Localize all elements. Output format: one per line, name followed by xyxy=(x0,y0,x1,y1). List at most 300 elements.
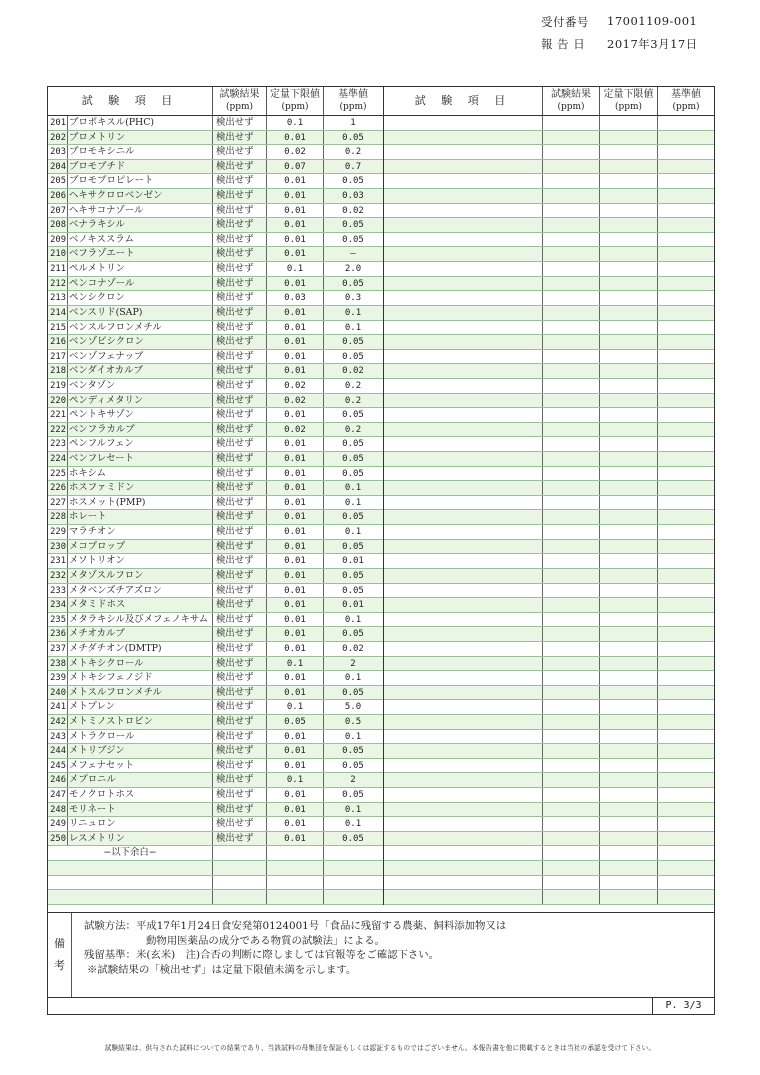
standard-cell: 0.05 xyxy=(342,351,364,362)
header-standard-right: 基準値 (ppm) xyxy=(671,89,701,112)
item-name: リニュロン xyxy=(69,818,116,830)
reception-number-label: 受付番号 xyxy=(541,15,589,29)
standard-cell: 0.05 xyxy=(342,570,364,581)
item-name: ホレート xyxy=(69,511,107,523)
item-cell xyxy=(48,569,213,583)
item-name: ペンシクロン xyxy=(69,292,125,304)
standard-cell: 1 xyxy=(350,118,356,128)
standard-cell: 0.05 xyxy=(342,234,364,245)
loq-cell: 0.01 xyxy=(267,233,324,247)
report-date-header xyxy=(541,36,698,52)
result-cell: 検出せず xyxy=(213,510,267,524)
standard-cell: 0.05 xyxy=(342,585,364,596)
item-number: 243 xyxy=(48,730,68,744)
table-row xyxy=(48,247,383,262)
empty-row xyxy=(384,496,714,511)
loq-cell: 0.01 xyxy=(267,218,324,232)
loq-cell: 0.1 xyxy=(267,700,324,714)
table-row xyxy=(48,803,383,818)
page-number: P. 3/3 xyxy=(652,998,714,1014)
result-cell: 検出せず xyxy=(213,759,267,773)
empty-row xyxy=(384,803,714,818)
item-name: レスメトリン xyxy=(69,832,125,844)
table-row xyxy=(48,350,383,365)
standard-cell: 0.01 xyxy=(342,556,364,567)
table-row xyxy=(48,554,383,569)
item-name: ベノキススラム xyxy=(69,233,134,245)
item-cell xyxy=(48,730,213,744)
table-row xyxy=(48,584,383,599)
standard-cell: 0.05 xyxy=(342,220,364,231)
item-cell xyxy=(48,510,213,524)
loq-cell: 0.02 xyxy=(267,145,324,159)
table-row xyxy=(48,437,383,452)
right-results-table xyxy=(384,87,714,905)
trailer-row xyxy=(48,846,383,861)
loq-cell: 0.01 xyxy=(267,642,324,656)
standard-cell: 0.1 xyxy=(344,673,362,684)
empty-row xyxy=(384,116,714,131)
table-row xyxy=(48,540,383,555)
result-cell: 検出せず xyxy=(213,467,267,481)
item-number: 202 xyxy=(48,131,68,145)
header-standard: 基準値 (ppm) xyxy=(338,89,368,112)
loq-cell: 0.01 xyxy=(267,525,324,539)
loq-cell: 0.01 xyxy=(267,613,324,627)
table-row xyxy=(48,686,383,701)
empty-row xyxy=(384,773,714,788)
empty-row xyxy=(384,569,714,584)
item-number: 210 xyxy=(48,247,68,261)
table-row xyxy=(48,700,383,715)
loq-cell: 0.01 xyxy=(267,496,324,510)
item-cell xyxy=(48,613,213,627)
loq-cell: 0.01 xyxy=(267,744,324,758)
item-cell xyxy=(48,788,213,802)
result-cell: 検出せず xyxy=(213,554,267,568)
item-number: 204 xyxy=(48,160,68,174)
empty-row xyxy=(384,321,714,336)
table-row xyxy=(48,423,383,438)
item-cell xyxy=(48,408,213,422)
empty-row xyxy=(384,715,714,730)
item-cell xyxy=(48,160,213,174)
result-cell: 検出せず xyxy=(213,116,267,130)
item-cell xyxy=(48,379,213,393)
loq-cell: 0.02 xyxy=(267,423,324,437)
standard-cell: 0.05 xyxy=(342,746,364,757)
item-cell xyxy=(48,846,213,860)
item-number: 246 xyxy=(48,773,68,787)
loq-cell: 0.01 xyxy=(267,321,324,335)
loq-cell: 0.02 xyxy=(267,394,324,408)
standard-cell: 0.05 xyxy=(342,337,364,348)
item-name: メトキシフェノジド xyxy=(69,672,153,684)
result-cell: 検出せず xyxy=(213,481,267,495)
header-result-right: 試験結果 (ppm) xyxy=(543,87,600,115)
standard-cell: 0.3 xyxy=(344,293,362,304)
empty-row xyxy=(384,657,714,672)
item-name: メチダチオン(DMTP) xyxy=(69,642,162,654)
item-cell xyxy=(48,218,213,232)
item-cell xyxy=(48,584,213,598)
empty-row xyxy=(384,291,714,306)
loq-cell: 0.01 xyxy=(267,350,324,364)
empty-row xyxy=(384,686,714,701)
item-cell xyxy=(48,832,213,846)
item-number: 209 xyxy=(48,233,68,247)
item-name: ペンディメタリン xyxy=(69,394,144,406)
disclaimer-footer: 試験結果は、供与された試料についての結果であり、当該試料の母集団を保証もしくは認証するものではございません。本報告書を他に掲載するときは当社の承認を受けて下さい。 xyxy=(104,1044,656,1052)
result-cell: 検出せず xyxy=(213,730,267,744)
remarks-label: 備 考 xyxy=(48,913,72,997)
item-name: ブロモブチド xyxy=(69,160,126,172)
empty-row xyxy=(384,554,714,569)
empty-row xyxy=(384,467,714,482)
item-name: メトリブジン xyxy=(69,745,125,757)
result-cell: 検出せず xyxy=(213,408,267,422)
item-name: モノクロトホス xyxy=(69,789,135,801)
result-cell: 検出せず xyxy=(213,598,267,612)
item-cell xyxy=(48,744,213,758)
standard-cell: 0.05 xyxy=(342,541,364,552)
result-cell: 検出せず xyxy=(213,627,267,641)
table-row xyxy=(48,306,383,321)
result-cell: 検出せず xyxy=(213,540,267,554)
loq-cell: 0.01 xyxy=(267,832,324,846)
item-name: ベンゾフェナップ xyxy=(69,350,144,362)
empty-row xyxy=(384,262,714,277)
item-name: ホキシム xyxy=(69,467,107,479)
table-row xyxy=(48,627,383,642)
empty-row xyxy=(384,131,714,146)
item-number: 228 xyxy=(48,510,68,524)
item-number: 217 xyxy=(48,350,68,364)
table-row xyxy=(48,379,383,394)
item-number: 250 xyxy=(48,832,68,846)
item-cell xyxy=(48,247,213,261)
result-cell: 検出せず xyxy=(213,218,267,232)
loq-cell: 0.1 xyxy=(267,773,324,787)
loq-cell: 0.01 xyxy=(267,467,324,481)
loq-cell: 0.01 xyxy=(267,540,324,554)
item-number: 249 xyxy=(48,817,68,831)
item-cell xyxy=(48,116,213,130)
item-cell xyxy=(48,145,213,159)
empty-row xyxy=(384,744,714,759)
empty-row xyxy=(48,861,383,876)
loq-cell: 0.01 xyxy=(267,788,324,802)
table-row xyxy=(48,160,383,175)
item-cell xyxy=(48,350,213,364)
no-more-entries: −以下余白− xyxy=(103,847,157,859)
loq-cell: 0.01 xyxy=(267,759,324,773)
loq-cell: 0.01 xyxy=(267,306,324,320)
standard-cell: — xyxy=(350,249,356,260)
item-name: ホスメット(PMP) xyxy=(69,496,146,508)
table-row xyxy=(48,467,383,482)
standard-cell: 0.05 xyxy=(342,760,364,771)
empty-row xyxy=(384,613,714,628)
item-number: 238 xyxy=(48,657,68,671)
empty-row xyxy=(384,642,714,657)
result-cell: 検出せず xyxy=(213,686,267,700)
standard-cell: 0.02 xyxy=(342,205,364,216)
result-cell: 検出せず xyxy=(213,321,267,335)
item-number: 222 xyxy=(48,423,68,437)
standard-cell: 0.05 xyxy=(342,132,364,143)
item-cell xyxy=(48,700,213,714)
item-cell xyxy=(48,321,213,335)
header-loq-right: 定量下限値 (ppm) xyxy=(600,87,658,115)
right-table-header xyxy=(384,87,714,116)
item-name: ベンスリド(SAP) xyxy=(69,306,143,318)
standard-cell: 0.01 xyxy=(342,600,364,611)
empty-row xyxy=(384,394,714,409)
item-name: ペンフルフェン xyxy=(69,438,134,450)
empty-row xyxy=(384,160,714,175)
result-cell: 検出せず xyxy=(213,569,267,583)
item-number: 223 xyxy=(48,437,68,451)
empty-row xyxy=(384,145,714,160)
item-name: メトキシクロール xyxy=(69,657,144,669)
item-cell xyxy=(48,335,213,349)
table-row xyxy=(48,510,383,525)
item-cell xyxy=(48,233,213,247)
item-number: 206 xyxy=(48,189,68,203)
item-name: メチオカルブ xyxy=(69,628,125,640)
item-number: 234 xyxy=(48,598,68,612)
loq-cell: 0.01 xyxy=(267,335,324,349)
result-cell: 検出せず xyxy=(213,131,267,145)
item-number: 237 xyxy=(48,642,68,656)
table-row xyxy=(48,204,383,219)
table-row xyxy=(48,321,383,336)
empty-row xyxy=(384,379,714,394)
report-frame xyxy=(47,86,715,1015)
standard-cell: 0.05 xyxy=(342,278,364,289)
item-name: メトプレン xyxy=(69,701,115,713)
standard-cell: 0.05 xyxy=(342,790,364,801)
standard-cell: 2 xyxy=(350,775,356,786)
item-cell xyxy=(48,554,213,568)
standard-cell: 0.05 xyxy=(342,629,364,640)
item-number: 231 xyxy=(48,554,68,568)
item-cell xyxy=(48,189,213,203)
item-number: 205 xyxy=(48,174,68,188)
item-number: 201 xyxy=(48,116,68,130)
item-cell xyxy=(48,174,213,188)
empty-row xyxy=(384,174,714,189)
loq-cell: 0.01 xyxy=(267,510,324,524)
loq-cell: 0.1 xyxy=(267,262,324,276)
item-number: 227 xyxy=(48,496,68,510)
standard-cell: 2.0 xyxy=(344,264,362,275)
item-name: メタラキシル及びメフェノキサム xyxy=(69,613,209,625)
item-name: ブロメトリン xyxy=(69,131,126,143)
item-number: 224 xyxy=(48,452,68,466)
table-row xyxy=(48,773,383,788)
result-cell: 検出せず xyxy=(213,437,267,451)
item-cell xyxy=(48,423,213,437)
item-number: 233 xyxy=(48,584,68,598)
standard-cell: 0.1 xyxy=(344,527,362,538)
item-name: ペルメトリン xyxy=(69,263,125,275)
result-cell: 検出せず xyxy=(213,613,267,627)
left-table-header xyxy=(48,87,383,116)
item-number: 239 xyxy=(48,671,68,685)
loq-cell: 0.01 xyxy=(267,247,324,261)
standard-cell: 0.1 xyxy=(344,322,362,333)
standard-cell: 0.2 xyxy=(344,395,362,406)
item-cell xyxy=(48,598,213,612)
loq-cell: 0.01 xyxy=(267,452,324,466)
item-cell xyxy=(48,525,213,539)
table-row xyxy=(48,569,383,584)
table-row xyxy=(48,744,383,759)
item-name: メコプロップ xyxy=(69,540,126,552)
table-row xyxy=(48,730,383,745)
table-row xyxy=(48,174,383,189)
table-row xyxy=(48,335,383,350)
test-method-line-2: 動物用医薬品の成分である物質の試験法」による。 xyxy=(146,934,385,947)
item-name: ベンスルフロンメチル xyxy=(69,321,162,333)
standard-cell: 0.1 xyxy=(344,819,362,830)
item-cell xyxy=(48,817,213,831)
table-row xyxy=(48,613,383,628)
standard-cell: 0.03 xyxy=(342,191,364,202)
table-row xyxy=(48,817,383,832)
table-row xyxy=(48,715,383,730)
empty-row xyxy=(384,452,714,467)
table-row xyxy=(48,116,383,131)
table-row xyxy=(48,145,383,160)
table-row xyxy=(48,233,383,248)
item-number: 220 xyxy=(48,394,68,408)
item-number: 244 xyxy=(48,744,68,758)
result-cell: 検出せず xyxy=(213,174,267,188)
page-number-row xyxy=(48,997,714,1014)
item-number: 221 xyxy=(48,408,68,422)
item-number: 226 xyxy=(48,481,68,495)
item-name: メトスルフロンメチル xyxy=(69,686,162,698)
report-date-label: 報 告 日 xyxy=(541,37,586,51)
item-name: ヘキサクロロベンゼン xyxy=(69,190,163,202)
header-result: 試験結果 (ppm) xyxy=(213,87,267,115)
empty-row xyxy=(384,817,714,832)
item-name: メプロニル xyxy=(69,774,116,786)
standard-cell: 0.05 xyxy=(342,687,364,698)
loq-cell: 0.01 xyxy=(267,730,324,744)
standard-cell: 0.05 xyxy=(342,512,364,523)
empty-row xyxy=(384,846,714,861)
item-cell xyxy=(48,131,213,145)
result-cell: 検出せず xyxy=(213,335,267,349)
result-cell: 検出せず xyxy=(213,189,267,203)
item-cell xyxy=(48,452,213,466)
empty-row xyxy=(384,540,714,555)
reception-number-value: 17001109-001 xyxy=(607,14,698,28)
table-row xyxy=(48,657,383,672)
table-row xyxy=(48,832,383,847)
loq-cell: 0.01 xyxy=(267,437,324,451)
item-cell xyxy=(48,657,213,671)
result-cell: 検出せず xyxy=(213,452,267,466)
item-cell xyxy=(48,759,213,773)
item-number: 215 xyxy=(48,321,68,335)
result-cell: 検出せず xyxy=(213,773,267,787)
item-name: マラチオン xyxy=(69,526,116,538)
item-name: メトミノストロビン xyxy=(69,715,154,727)
item-cell xyxy=(48,715,213,729)
standard-cell: 0.1 xyxy=(344,804,362,815)
table-row xyxy=(48,291,383,306)
standard-cell: 0.2 xyxy=(344,424,362,435)
item-name: ベフラゾエート xyxy=(69,248,135,260)
loq-cell: 0.01 xyxy=(267,189,324,203)
empty-row xyxy=(384,247,714,262)
standard-cell: 0.02 xyxy=(342,643,364,654)
remarks-body xyxy=(72,913,506,997)
loq-cell: 0.01 xyxy=(267,174,324,188)
item-number: 219 xyxy=(48,379,68,393)
empty-row xyxy=(384,277,714,292)
standard-cell: 5.0 xyxy=(344,702,362,713)
standard-cell: 0.2 xyxy=(344,147,362,158)
item-number: 245 xyxy=(48,759,68,773)
item-name: ベンダイオカルブ xyxy=(69,365,143,377)
item-name: ブロポキスル(PHC) xyxy=(69,117,155,128)
item-number: 216 xyxy=(48,335,68,349)
standard-cell: 0.05 xyxy=(342,454,364,465)
loq-cell: 0.01 xyxy=(267,277,324,291)
item-cell xyxy=(48,291,213,305)
item-number: 240 xyxy=(48,686,68,700)
table-row xyxy=(48,408,383,423)
item-cell xyxy=(48,277,213,291)
report-header xyxy=(541,14,697,30)
table-row xyxy=(48,598,383,613)
table-row xyxy=(48,642,383,657)
table-row xyxy=(48,481,383,496)
empty-row xyxy=(384,525,714,540)
standard-cell: 0.05 xyxy=(342,176,364,187)
result-cell: 検出せず xyxy=(213,803,267,817)
result-cell: 検出せず xyxy=(213,423,267,437)
item-number: 236 xyxy=(48,627,68,641)
item-name: メタミドホス xyxy=(69,599,126,611)
empty-row xyxy=(384,204,714,219)
standard-cell: 0.2 xyxy=(344,380,362,391)
header-test-item-right: 試 験 項 目 xyxy=(384,87,543,115)
empty-row xyxy=(384,233,714,248)
result-cell: 検出せず xyxy=(213,204,267,218)
item-number: 212 xyxy=(48,277,68,291)
item-name: ブロモプロピレート xyxy=(69,175,154,187)
item-name: メトラクロール xyxy=(69,730,135,742)
result-cell: 検出せず xyxy=(213,306,267,320)
loq-cell: 0.01 xyxy=(267,554,324,568)
standard-cell: 0.02 xyxy=(342,366,364,377)
table-row xyxy=(48,364,383,379)
right-table-body xyxy=(384,116,714,905)
result-cell: 検出せず xyxy=(213,247,267,261)
item-number: 242 xyxy=(48,715,68,729)
empty-row xyxy=(384,759,714,774)
item-number: 213 xyxy=(48,291,68,305)
result-cell: 検出せず xyxy=(213,715,267,729)
item-cell xyxy=(48,642,213,656)
